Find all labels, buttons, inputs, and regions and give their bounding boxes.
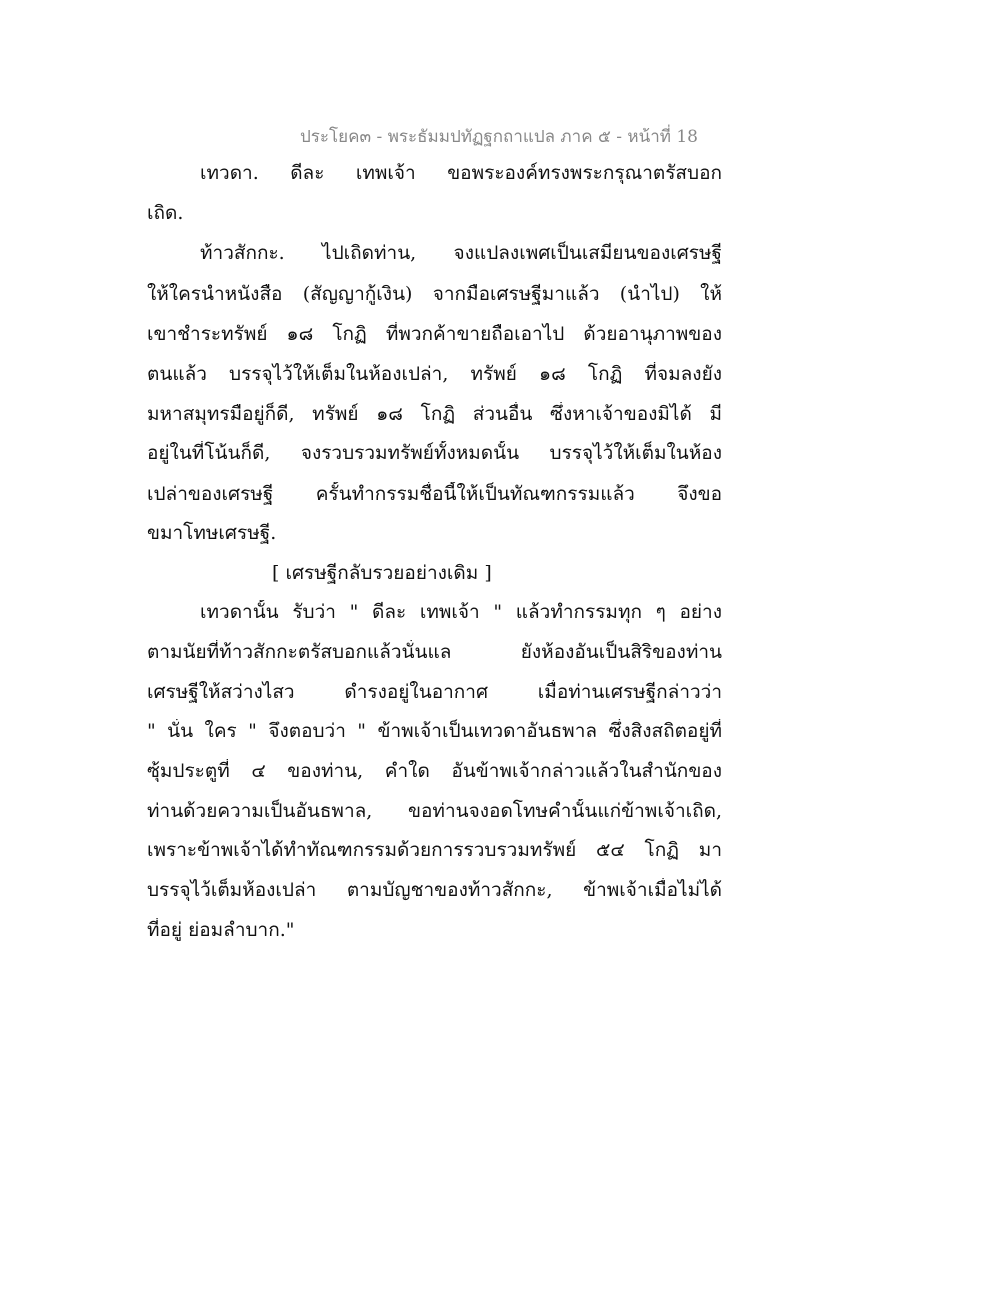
text-line: เทวดา. ดีละ เทพเจ้า ขอพระองค์ทรงพระกรุณาตรัสบอก — [200, 162, 722, 184]
text-line: เถิด. — [147, 202, 184, 224]
text-line: ซุ้มประตูที่ ๔ ของท่าน, คำใด อันข้าพเจ้ากล่าวแล้วในสำนักของ — [147, 760, 722, 782]
text-line: " นั่น ใคร " จึงตอบว่า " ข้าพเจ้าเป็นเทวดาอันธพาล ซึ่งสิงสถิตอยู่ที่ — [147, 720, 722, 742]
text-line: บรรจุไว้เต็มห้องเปล่า ตามบัญชาของท้าวสักกะ, ข้าพเจ้าเมื่อไม่ได้ — [147, 879, 722, 901]
text-line: เพราะข้าพเจ้าได้ทำทัณฑกรรมด้วยการรวบรวมทรัพย์ ๕๔ โกฏิ มา — [147, 839, 722, 861]
text-line: เปล่าของเศรษฐี ครั้นทำกรรมชื่อนี้ให้เป็นทัณฑกรรมแล้ว จึงขอ — [147, 483, 722, 505]
text-line: มหาสมุทรมือยู่ก็ดี, ทรัพย์ ๑๘ โกฏิ ส่วนอื่น ซึ่งหาเจ้าของมิได้ มี — [147, 403, 722, 425]
text-line: ตามนัยที่ท้าวสักกะตรัสบอกแล้วนั่นแล ยังห้องอันเป็นสิริของท่าน — [147, 641, 722, 663]
text-line: เขาชำระทรัพย์ ๑๘ โกฏิ ที่พวกค้าขายถือเอาไป ด้วยอานุภาพของ — [147, 323, 722, 345]
text-line: ตนแล้ว บรรจุไว้ให้เต็มในห้องเปล่า, ทรัพย์ ๑๘ โกฏิ ที่จมลงยัง — [147, 363, 722, 385]
section-subheading: [ เศรษฐีกลับรวยอย่างเดิม ] — [272, 562, 492, 584]
text-line: อยู่ในที่โน้นก็ดี, จงรวบรวมทรัพย์ทั้งหมดนั้น บรรจุไว้ให้เต็มในห้อง — [147, 442, 722, 464]
text-line: ให้ใครนำหนังสือ (สัญญากู้เงิน) จากมือเศรษฐีมาแล้ว (นำไป) ให้ — [147, 283, 722, 305]
text-line: ท่านด้วยความเป็นอันธพาล, ขอท่านจงอดโทษคำนั้นแก่ข้าพเจ้าเถิด, — [147, 800, 722, 822]
text-line: เทวดานั้น รับว่า " ดีละ เทพเจ้า " แล้วทำกรรมทุก ๆ อย่าง — [200, 601, 722, 623]
text-line: ท้าวสักกะ. ไปเถิดท่าน, จงแปลงเพศเป็นเสมียนของเศรษฐี — [200, 242, 722, 264]
text-line: ขมาโทษเศรษฐี. — [147, 522, 277, 544]
text-line: ที่อยู่ ย่อมลำบาก." — [147, 919, 295, 941]
running-header: ประโยค๓ - พระธัมมปทัฏฐกถาแปล ภาค ๕ - หน้าที่ 18 — [300, 127, 698, 147]
text-line: เศรษฐีให้สว่างไสว ดำรงอยู่ในอากาศ เมื่อท่านเศรษฐีกล่าวว่า — [147, 681, 722, 703]
